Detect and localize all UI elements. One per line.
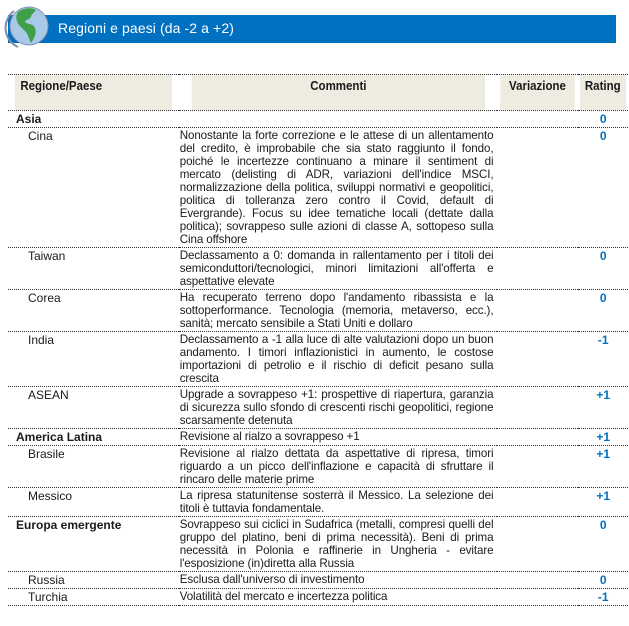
country-row xyxy=(8,128,628,248)
variation-cell xyxy=(497,488,578,517)
variation-cell xyxy=(497,572,578,589)
rating-cell: 0 xyxy=(578,248,628,290)
region-row xyxy=(8,517,628,572)
region-cell: Asia xyxy=(8,111,179,128)
variation-cell xyxy=(497,446,578,488)
ratings-table xyxy=(8,74,628,606)
region-cell: Turchia xyxy=(8,589,179,606)
rating-cell: +1 xyxy=(578,387,628,429)
country-row xyxy=(8,446,628,488)
country-row xyxy=(8,290,628,332)
table-header-row xyxy=(8,75,628,111)
rating-cell: 0 xyxy=(578,290,628,332)
region-cell: Messico xyxy=(8,488,179,517)
header-comment: Commenti xyxy=(191,75,484,111)
variation-cell xyxy=(497,128,578,248)
rating-cell: -1 xyxy=(578,589,628,606)
rating-cell: 0 xyxy=(578,517,628,572)
variation-cell xyxy=(497,517,578,572)
rating-cell: -1 xyxy=(578,332,628,387)
region-cell: America Latina xyxy=(8,429,179,446)
region-cell: India xyxy=(8,332,179,387)
variation-cell xyxy=(497,290,578,332)
rating-cell: 0 xyxy=(578,572,628,589)
variation-cell xyxy=(497,332,578,387)
comment-cell: Esclusa dall'universo di investimento xyxy=(179,572,498,589)
region-cell: Brasile xyxy=(8,446,179,488)
comment-cell: Revisione al rialzo a sovrappeso +1 xyxy=(179,429,498,446)
variation-cell xyxy=(497,111,578,128)
comment-cell: Nonostante la forte correzione e le attese di un allentamento del credito, è improbabile che sia stato raggiunto il fondo, poiché le incertezze continuano a minare il sentiment di mercato (delisting di ADR, variazioni dell'indice MSCI, normalizzazione della politica, sviluppi normativi e geopolitici, politica di tolleranza zero contro il Covid, default di Evergrande). Focus su idee tematiche locali (dettate dalla politica); sovrappeso sulle azioni di classe A, sottopeso sulla Cina offshore xyxy=(179,128,498,248)
header-region: Regione/Paese xyxy=(15,75,172,111)
variation-cell xyxy=(497,387,578,429)
region-cell: Corea xyxy=(8,290,179,332)
variation-cell xyxy=(497,589,578,606)
rating-cell: 0 xyxy=(578,111,628,128)
header-rating: Rating xyxy=(580,75,626,111)
region-row xyxy=(8,111,628,128)
country-row xyxy=(8,387,628,429)
country-row xyxy=(8,589,628,606)
section-title: Regioni e paesi (da -2 a +2) xyxy=(58,20,234,36)
rating-cell: 0 xyxy=(578,128,628,248)
country-row xyxy=(8,488,628,517)
comment-cell: Declassamento a -1 alla luce di alte valutazioni dopo un buon andamento. I timori inflazionistici in aumento, le costose importazioni di petrolio e il rischio di deficit pesano sulla crescita xyxy=(179,332,498,387)
rating-cell: +1 xyxy=(578,446,628,488)
country-row xyxy=(8,248,628,290)
region-cell: Russia xyxy=(8,572,179,589)
rating-cell: +1 xyxy=(578,488,628,517)
comment-cell: La ripresa statunitense sosterrà il Messico. La selezione dei titoli è tuttavia fondamentale. xyxy=(179,488,498,517)
comment-cell xyxy=(179,111,498,128)
comment-cell: Ha recuperato terreno dopo l'andamento ribassista e la sottoperformance. Tecnologia (memoria, metaverso, ecc.), sanità; mercato sensibile a Stati Uniti e dollaro xyxy=(179,290,498,332)
comment-cell: Upgrade a sovrappeso +1: prospettive di riapertura, garanzia di sicurezza sullo sfondo di crescenti rischi geopolitici, regione scarsamente detenuta xyxy=(179,387,498,429)
region-cell: ASEAN xyxy=(8,387,179,429)
region-cell: Cina xyxy=(8,128,179,248)
variation-cell xyxy=(497,429,578,446)
comment-cell: Sovrappeso sui ciclici in Sudafrica (metalli, compresi quelli del gruppo del platino, beni di prima necessità). Beni di prima necessità in Polonia e raffinerie in Ungheria - evitare l'esposizione (in)diretta alla Russia xyxy=(179,517,498,572)
comment-cell: Declassamento a 0: domanda in rallentamento per i titoli dei semiconduttori/tecnologici, minori limitazioni all'offerta e aspettative elevate xyxy=(179,248,498,290)
header-variation: Variazione xyxy=(501,75,576,111)
comment-cell: Volatilità del mercato e incertezza politica xyxy=(179,589,498,606)
region-cell: Europa emergente xyxy=(8,517,179,572)
variation-cell xyxy=(497,248,578,290)
country-row xyxy=(8,332,628,387)
rating-cell: +1 xyxy=(578,429,628,446)
globe-icon xyxy=(4,3,50,51)
comment-cell: Revisione al rialzo dettata da aspettative di ripresa, timori riguardo a un picco dell'inflazione e capacità di sfruttare il rincaro delle materie prime xyxy=(179,446,498,488)
country-row xyxy=(8,572,628,589)
section-banner xyxy=(8,15,616,43)
region-row xyxy=(8,429,628,446)
region-cell: Taiwan xyxy=(8,248,179,290)
